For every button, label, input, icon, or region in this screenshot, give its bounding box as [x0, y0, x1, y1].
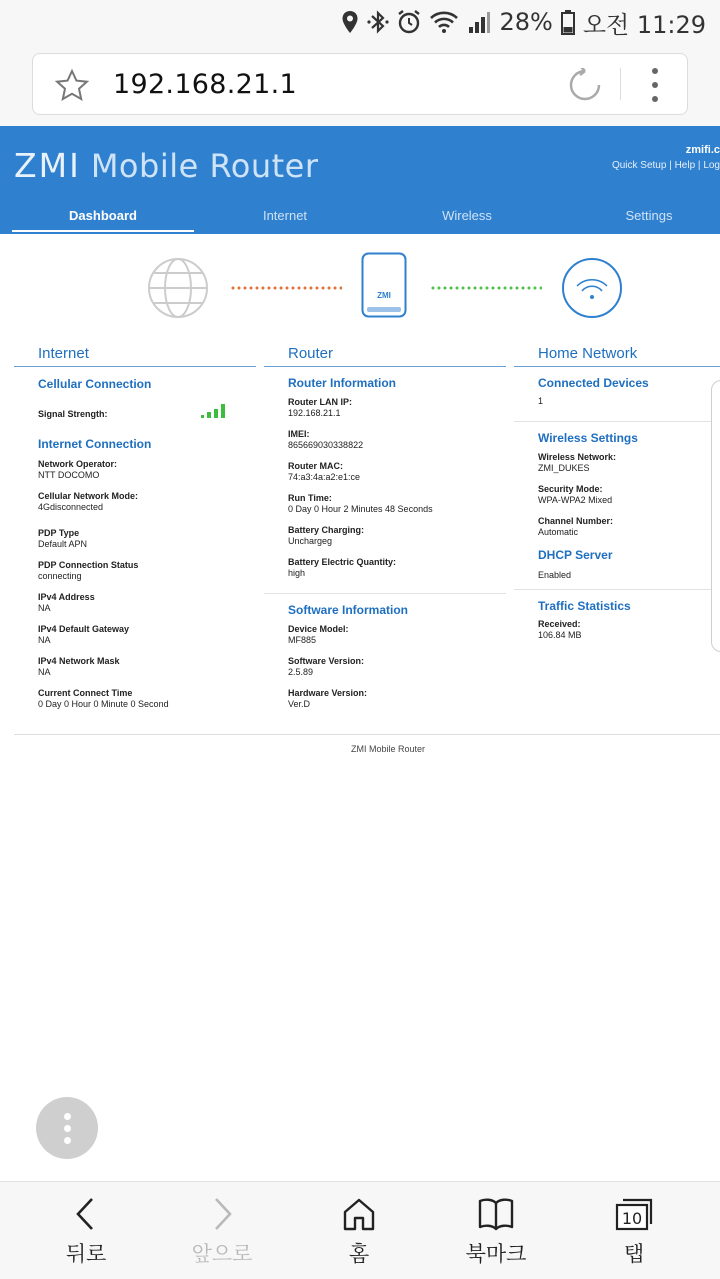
connection-diagram [0, 234, 720, 334]
field-label: Router MAC: [288, 461, 343, 471]
header-domain: zmifi.c [685, 144, 720, 156]
field-value: high [288, 568, 306, 578]
brand-text: Mobile Router [90, 147, 319, 185]
battery-icon [561, 9, 575, 35]
field-label: Network Operator: [38, 459, 118, 469]
tab-count: 10 [621, 1209, 643, 1228]
field-value: 2.5.89 [288, 667, 314, 677]
location-icon [341, 10, 359, 34]
field-label: Received: [538, 619, 581, 629]
browser-toolbar [0, 44, 720, 126]
device-label: ZMI [377, 291, 391, 300]
wifi-circle-icon [561, 257, 623, 319]
pdp-type-field [14, 528, 256, 550]
signal-icon [467, 9, 491, 35]
home-network-column [514, 343, 720, 651]
internet-title: Internet [14, 343, 256, 367]
battery-percent: 28% [499, 8, 553, 36]
field-value: WPA-WPA2 Mixed [538, 495, 613, 505]
field-value: 4Gdisconnected [38, 502, 104, 512]
home-icon [341, 1196, 377, 1232]
header-links: Quick Setup | Help | Log [611, 160, 720, 171]
section-divider [514, 421, 720, 422]
battery-quantity-field [264, 557, 506, 579]
main-tabs [12, 208, 720, 234]
router-header [0, 126, 720, 234]
address-bar[interactable] [32, 53, 688, 115]
device-model-field [264, 624, 506, 646]
tab-settings[interactable]: Settings [625, 208, 673, 223]
field-label: IPv4 Address [38, 592, 95, 602]
field-label: Cellular Network Mode: [38, 491, 139, 501]
bookmarks-icon [477, 1196, 515, 1232]
bookmarks-button[interactable] [441, 1196, 551, 1268]
router-column [264, 343, 506, 720]
field-label: Battery Charging: [288, 525, 365, 535]
tabs-button[interactable] [579, 1196, 689, 1268]
channel-number-field [514, 516, 720, 538]
field-value: 74:a3:4a:a2:e1:ce [288, 472, 361, 482]
field-label: PDP Type [38, 528, 80, 538]
clock: 오전 11:29 [582, 10, 706, 39]
field-value: NTT DOCOMO [38, 470, 100, 480]
bluetooth-icon [367, 9, 389, 35]
wifi-link [430, 286, 542, 290]
brand-mark: ZMI [14, 146, 81, 185]
connected-devices-count [514, 396, 720, 407]
dhcp-status [514, 570, 720, 581]
globe-icon [146, 256, 210, 320]
field-value: Automatic [538, 527, 579, 537]
logout-link[interactable]: Log [703, 160, 720, 171]
forward-label: 앞으로 [191, 1242, 253, 1266]
wireless-settings-title: Wireless Settings [538, 431, 638, 445]
connected-devices-title: Connected Devices [538, 376, 649, 390]
browser-bottom-nav [0, 1181, 720, 1279]
signal-strength-label: Signal Strength: [38, 409, 108, 419]
run-time-field [264, 493, 506, 515]
back-icon [68, 1196, 104, 1232]
home-label: 홈 [348, 1242, 370, 1266]
forward-button[interactable] [167, 1196, 277, 1268]
ipv4-address-field [14, 592, 256, 614]
connect-time-field [14, 688, 256, 710]
router-title: Router [264, 343, 506, 367]
field-value: NA [38, 635, 51, 645]
field-label: PDP Connection Status [38, 560, 139, 570]
router-logo [14, 146, 319, 185]
traffic-statistics-title: Traffic Statistics [538, 599, 631, 613]
router-information-title: Router Information [288, 376, 396, 390]
status-icons [341, 6, 706, 38]
quick-setup-link[interactable]: Quick Setup [611, 160, 667, 171]
field-value: connecting [38, 571, 82, 581]
internet-link [230, 286, 342, 290]
field-label: Hardware Version: [288, 688, 368, 698]
back-button[interactable] [31, 1196, 141, 1268]
tab-internet[interactable]: Internet [262, 208, 308, 223]
field-label: Wireless Network: [538, 452, 616, 462]
floating-menu-button[interactable] [36, 1097, 98, 1159]
imei-field [264, 429, 506, 451]
internet-connection-title: Internet Connection [38, 437, 152, 451]
cellular-connection-title: Cellular Connection [38, 377, 152, 391]
tabs-label: 탭 [623, 1242, 645, 1266]
field-label: Software Version: [288, 656, 365, 666]
status-bar [0, 0, 720, 44]
field-value: NA [38, 667, 51, 677]
signal-bars-icon [200, 401, 226, 419]
wireless-network-field [514, 452, 720, 474]
field-label: IMEI: [288, 429, 310, 439]
field-value: 1 [538, 396, 544, 406]
battery-charging-field [264, 525, 506, 547]
field-label: Security Mode: [538, 484, 603, 494]
field-label: Current Connect Time [38, 688, 133, 698]
wifi-icon [429, 10, 459, 34]
more-menu-icon[interactable] [641, 68, 669, 102]
help-link[interactable]: Help [674, 160, 696, 171]
signal-strength-row [14, 397, 256, 427]
ipv4-mask-field [14, 656, 256, 678]
field-label: Run Time: [288, 493, 332, 503]
dhcp-server-title: DHCP Server [538, 548, 613, 562]
toolbar-divider [620, 68, 621, 100]
received-field [514, 619, 720, 641]
field-label: IPv4 Network Mask [38, 656, 120, 666]
footer-divider [14, 734, 720, 735]
section-divider [264, 593, 506, 594]
url-text[interactable]: 192.168.21.1 [113, 69, 297, 100]
tab-wireless[interactable]: Wireless [442, 208, 492, 223]
software-information-title: Software Information [288, 603, 409, 617]
hardware-version-field [264, 688, 506, 710]
home-button[interactable] [304, 1196, 414, 1268]
tabs-icon [615, 1196, 653, 1232]
field-label: Channel Number: [538, 516, 614, 526]
field-value: 865669030338822 [288, 440, 364, 450]
home-network-title: Home Network [514, 343, 720, 367]
ipv4-gateway-field [14, 624, 256, 646]
star-icon[interactable] [55, 69, 89, 101]
reload-icon[interactable] [568, 68, 602, 102]
footer-text: ZMI Mobile Router [350, 744, 426, 754]
field-value: MF885 [288, 635, 317, 645]
software-version-field [264, 656, 506, 678]
network-operator-field [14, 459, 256, 481]
security-mode-field [514, 484, 720, 506]
field-label: Router LAN IP: [288, 397, 352, 407]
field-value: Ver.D [288, 699, 311, 709]
field-label: IPv4 Default Gateway [38, 624, 130, 634]
field-value: 192.168.21.1 [288, 408, 341, 418]
lan-ip-field [264, 397, 506, 419]
side-scroll-handle[interactable] [711, 380, 720, 652]
field-value: Default APN [38, 539, 88, 549]
pdp-status-field [14, 560, 256, 582]
tab-dashboard[interactable]: Dashboard [12, 208, 194, 232]
field-value: Enabled [538, 570, 572, 580]
mac-field [264, 461, 506, 483]
field-value: 0 Day 0 Hour 2 Minutes 48 Seconds [288, 504, 433, 514]
section-divider [514, 589, 720, 590]
network-mode-field [14, 491, 256, 513]
back-label: 뒤로 [65, 1242, 107, 1266]
forward-icon [204, 1196, 240, 1232]
bookmarks-label: 북마크 [465, 1242, 527, 1266]
field-value: ZMI_DUKES [538, 463, 590, 473]
field-value: NA [38, 603, 51, 613]
field-value: Unchargeg [288, 536, 333, 546]
field-label: Battery Electric Quantity: [288, 557, 397, 567]
alarm-icon [397, 9, 421, 35]
field-value: 0 Day 0 Hour 0 Minute 0 Second [38, 699, 169, 709]
internet-column [14, 343, 256, 720]
router-device-icon [361, 252, 407, 318]
field-value: 106.84 MB [538, 630, 582, 640]
field-label: Device Model: [288, 624, 349, 634]
